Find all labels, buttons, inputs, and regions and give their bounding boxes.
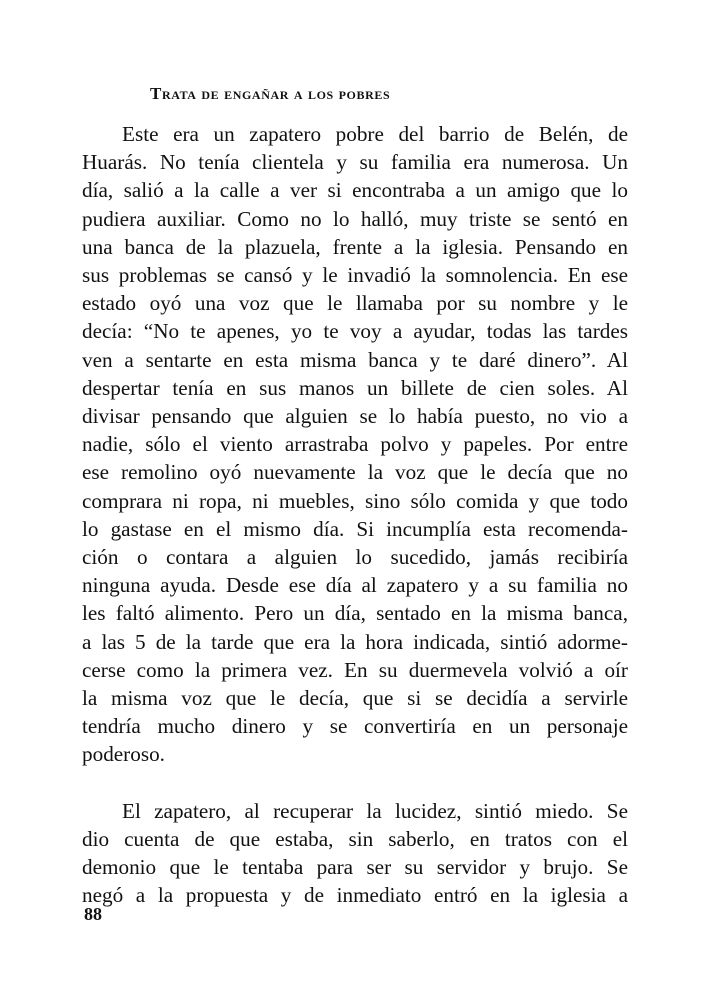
text-line: les faltó alimento. Pero un día, sentado en la misma banca, [82, 601, 628, 626]
text-line: Este era un zapatero pobre del barrio de Belén, de [122, 122, 628, 146]
text-line: la misma voz que le decía, que si se decidía a servirle [82, 686, 628, 711]
text-line: dio cuenta de que estaba, sin saberlo, en tratos con el [82, 826, 628, 851]
text-line: divisar pensando que alguien se lo había puesto, no vio a [82, 404, 628, 429]
text-line: El zapatero, al recuperar la lucidez, sintió miedo. Se [122, 798, 628, 823]
text-line: poderoso. [82, 742, 165, 767]
text-line: Huarás. No tenía clientela y su familia era numerosa. Un [82, 150, 628, 175]
text-line: a las 5 de la tarde que era la hora indicada, sintió adorme- [82, 629, 628, 654]
paragraph [82, 120, 628, 769]
text-line: día, salió a la calle a ver si encontraba a un amigo que lo [82, 178, 628, 203]
text-line: tendría mucho dinero y se convertiría en un personaje [82, 714, 628, 739]
text-line: ven a sentarte en esta misma banca y te daré dinero”. Al [82, 347, 628, 372]
text-line: cerse como la primera vez. En su duermevela volvió a oír [82, 657, 628, 682]
text-line: ción o contara a alguien lo sucedido, jamás recibiría [82, 545, 628, 570]
text-line: despertar tenía en sus manos un billete de cien soles. Al [82, 375, 628, 400]
text-line: lo gastase en el mismo día. Si incumplía esta recomenda- [82, 516, 628, 541]
text-line: negó a la propuesta y de inmediato entró en la iglesia a [82, 883, 628, 908]
text-line: estado oyó una voz que le llamaba por su nombre y le [82, 291, 628, 316]
section-title: Trata de engañar a los pobres [150, 84, 391, 103]
paragraph-gap [82, 769, 628, 797]
text-line: pudiera auxiliar. Como no lo halló, muy triste se sentó en [82, 206, 628, 231]
text-line: una banca de la plazuela, frente a la iglesia. Pensando en [82, 234, 628, 259]
text-line: sus problemas se cansó y le invadió la somnolencia. En ese [82, 263, 628, 288]
text-line: decía: “No te apenes, yo te voy a ayudar, todas las tardes [82, 319, 628, 344]
text-line: demonio que le tentaba para ser su servidor y brujo. Se [82, 855, 628, 880]
paragraph [82, 797, 628, 910]
text-line: comprara ni ropa, ni muebles, sino sólo comida y que todo [82, 488, 628, 513]
text-line: nadie, sólo el viento arrastraba polvo y papeles. Por entre [82, 432, 628, 457]
body-text [82, 120, 628, 909]
text-line: ese remolino oyó nuevamente la voz que le decía que no [82, 460, 628, 485]
page-number: 88 [84, 904, 102, 924]
text-line: ninguna ayuda. Desde ese día al zapatero y a su familia no [82, 573, 628, 598]
